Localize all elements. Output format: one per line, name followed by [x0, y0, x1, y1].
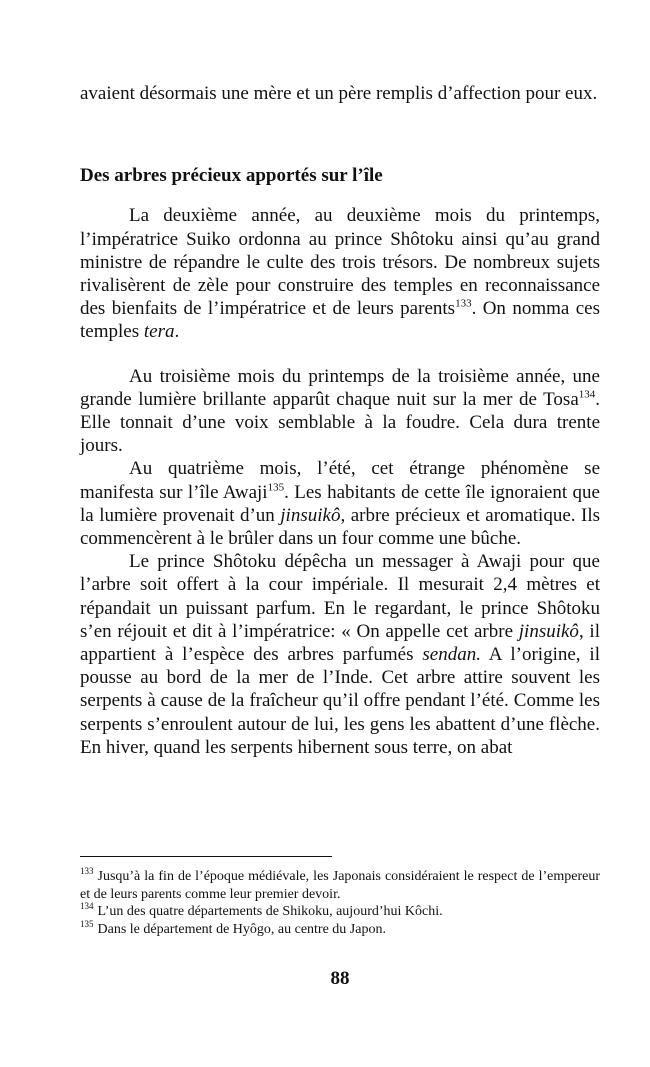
footnote-divider	[80, 856, 332, 857]
opening-paragraph: avaient désormais une mère et un père remplis d’affection pour eux.	[80, 83, 598, 104]
footnote-135	[80, 918, 600, 939]
paragraph-text: Au quatrième mois, l’été, cet étrange phénomène se manifesta sur l’île Awaji	[80, 458, 600, 503]
footnotes	[80, 868, 600, 938]
paragraph-fourth-month	[80, 457, 600, 550]
paragraph-text: . On nomma ces temples	[80, 298, 600, 343]
term-sendan: sendan.	[422, 644, 481, 666]
footnote-text: Dans le département de Hyôgo, au centre du Japon.	[97, 921, 386, 937]
footnote-text: L’un des quatre départements de Shikoku, aujourd’hui Kôchi.	[97, 904, 443, 919]
footnote-text: Jusqu’à la fin de l’époque médiévale, les Japonais considéraient le respect de l’empereur et de leurs parents comme leur premier devoir.	[80, 869, 600, 902]
footnote-134	[80, 903, 600, 921]
paragraph-text: .	[174, 321, 180, 343]
paragraph-text: , il appartient à l’espèce des arbres parfumés	[80, 620, 600, 666]
paragraph-second-year	[80, 204, 600, 343]
paragraph-prince-shotoku	[80, 550, 600, 759]
page-number: 88	[330, 968, 350, 989]
footnote-number: 133	[80, 866, 94, 877]
page-body	[80, 82, 600, 759]
footnote-number: 134	[80, 901, 94, 912]
footnote-ref-135[interactable]: 135	[267, 481, 285, 494]
paragraph-text: , arbre précieux et aromatique. Ils commencèrent à le brûler dans un four comme une bûche.	[80, 504, 600, 550]
footnote-133	[80, 868, 600, 903]
paragraph-text: Au troisième mois du printemps de la troisième année, une grande lumière brillante apparût chaque nuit sur la mer de Tosa	[80, 365, 600, 410]
paragraph-text: . Elle tonnait d’une voix semblable à la foudre. Cela dura trente jours.	[80, 388, 600, 457]
paragraph-text: La deuxième année, au deuxième mois du printemps, l’impératrice Suiko ordonna au prince Shôtoku ainsi qu’au grand ministre de répandre le culte des trois trésors. De nombreux sujets rivalisèrent de zèle pour construire des temples en reconnaissance des bienfaits de l’impératrice et de leurs parents	[80, 205, 600, 320]
term-jinsuiko: jinsuikô	[280, 504, 341, 526]
footnote-ref-134[interactable]: 134	[578, 388, 596, 401]
term-tera: tera	[143, 321, 175, 343]
paragraph-third-year	[80, 365, 600, 458]
footnote-ref-133[interactable]: 133	[455, 297, 472, 310]
section-heading: Des arbres précieux apportés sur l’île	[80, 165, 383, 187]
term-jinsuiko: jinsuikô	[518, 620, 579, 642]
paragraph-text: . Les habitants de cette île ignoraient que la lumière provenait d’un	[80, 481, 600, 526]
footnote-number: 135	[80, 918, 94, 929]
paragraph-text: A l’origine, il pousse au bord de la mer de l’Inde. Cet arbre attire souvent les serpents à cause de la fraîcheur qu’il offre pendant l’été. Comme les serpents s’enroulent autour de lui, les gens les abattent d’une flèche. En hiver, quand les serpents hibernent sous terre, on abat	[80, 644, 600, 758]
paragraph-text: Le prince Shôtoku dépêcha un messager à Awaji pour que l’arbre soit offert à la cour impériale. Il mesurait 2,4 mètres et répandait un puissant parfum. En le regardant, le prince Shôtoku s’en réjouit et dit à l’impératrice: « On appelle cet arbre	[80, 551, 600, 642]
